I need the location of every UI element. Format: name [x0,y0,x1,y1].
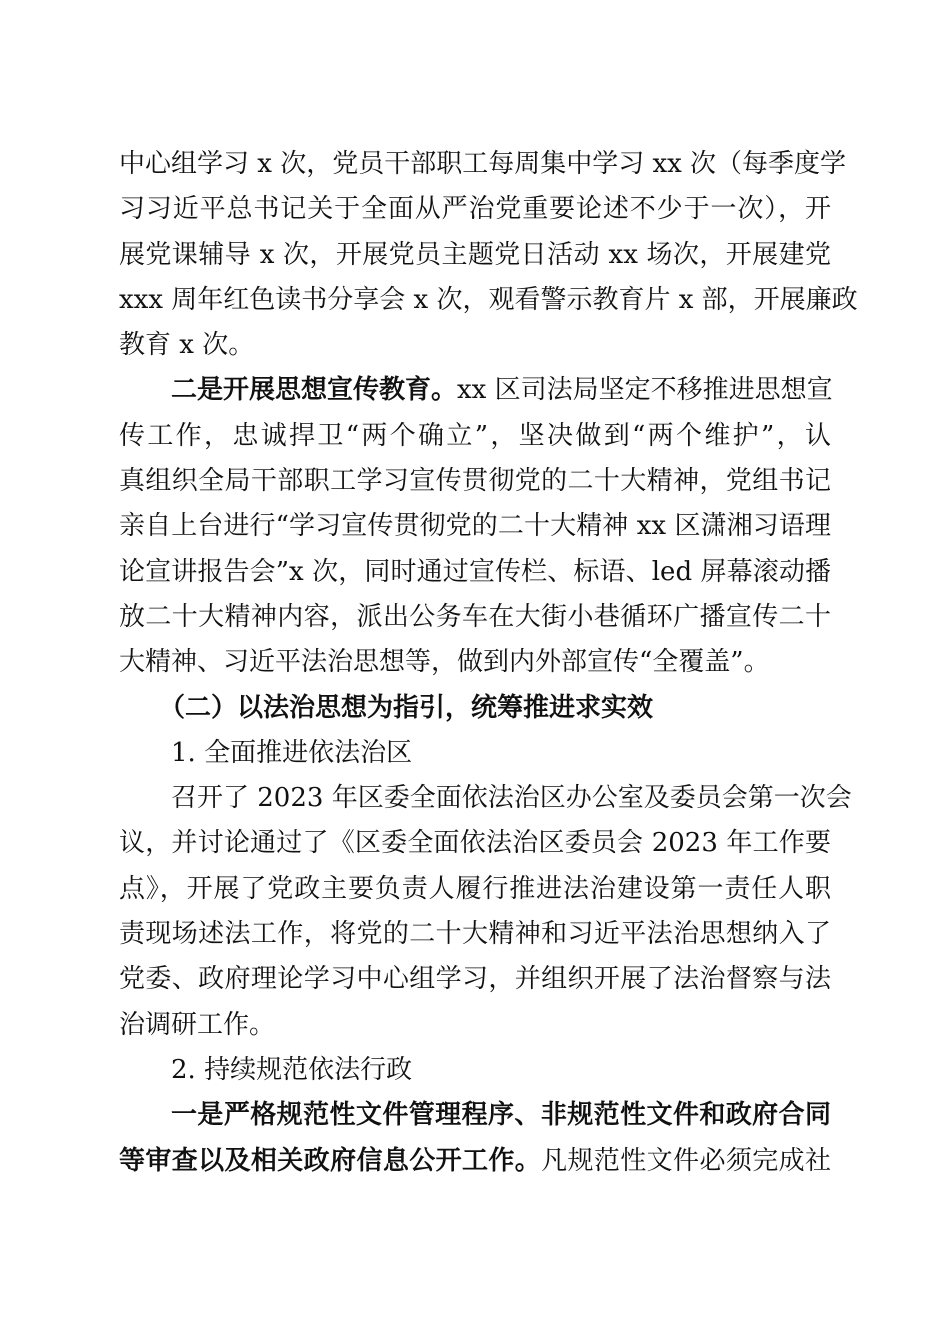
text-line: 论宣讲报告会”x 次，同时通过宣传栏、标语、led 屏幕滚动播 [119,556,831,587]
text-line: 传工作，忠诚捍卫“两个确立”，坚决做到“两个维护”，认 [119,420,831,451]
text-line: 大精神、习近平法治思想等，做到内外部宣传“全覆盖”。 [119,647,770,678]
text-line: 中心组学习 x 次，党员干部职工每周集中学习 xx 次（每季度学 [119,149,847,179]
text-line: 教育 x 次。 [119,330,255,361]
text-line: 真组织全局干部职工学习宣传贯彻党的二十大精神，党组书记 [119,466,831,497]
text-line: 治调研工作。 [119,1009,276,1040]
paragraph-lead: 二是开展思想宣传教育。 [171,375,458,406]
paragraph-lead-cont: 等审查以及相关政府信息公开工作。 [119,1145,542,1176]
paragraph-rule-of-law [119,776,852,1048]
text-line: 点》，开展了党政主要负责人履行推进法治建设第一责任人职 [119,873,831,904]
text-line: 召开了 2023 年区委全面依法治区办公室及委员会第一次会 [171,783,852,814]
text-line: 展党课辅导 x 次，开展党员主题党日活动 xx 场次，开展建党 [119,239,831,270]
subheading: 1. 全面推进依法治区 [171,737,413,768]
paragraph-study [119,142,858,368]
paragraph-lead: 一是严格规范性文件管理程序、非规范性文件和政府合同 [171,1100,831,1131]
document-body [119,142,858,1184]
paragraph-administration [119,1093,831,1184]
section-heading: （二）以法治思想为指引，统筹推进求实效 [159,692,654,723]
paragraph-lead-rest: 凡规范性文件必须完成社 [541,1145,831,1176]
text-line [119,1139,831,1184]
text-line: xxx 周年红色读书分享会 x 次，观看警示教育片 x 部，开展廉政 [119,284,858,315]
text-line: 亲自上台进行“学习宣传贯彻党的二十大精神 xx 区潇湘习语理 [119,511,831,542]
text-line: 党委、政府理论学习中心组学习，并组织开展了法治督察与法 [119,964,831,995]
text-line: 责现场述法工作，将党的二十大精神和习近平法治思想纳入了 [119,919,831,950]
text-line [119,368,831,413]
paragraph-lead-rest: xx 区司法局坚定不移推进思想宣 [457,375,833,406]
text-line: 习习近平总书记关于全面从严治党重要论述不少于一次），开 [119,194,831,225]
subheading: 2. 持续规范依法行政 [171,1054,413,1085]
text-line: 议，并讨论通过了《区委全面依法治区委员会 2023 年工作要 [119,828,831,859]
text-line: 放二十大精神内容，派出公务车在大街小巷循环广播宣传二十 [119,601,831,632]
paragraph-propaganda [119,368,831,685]
